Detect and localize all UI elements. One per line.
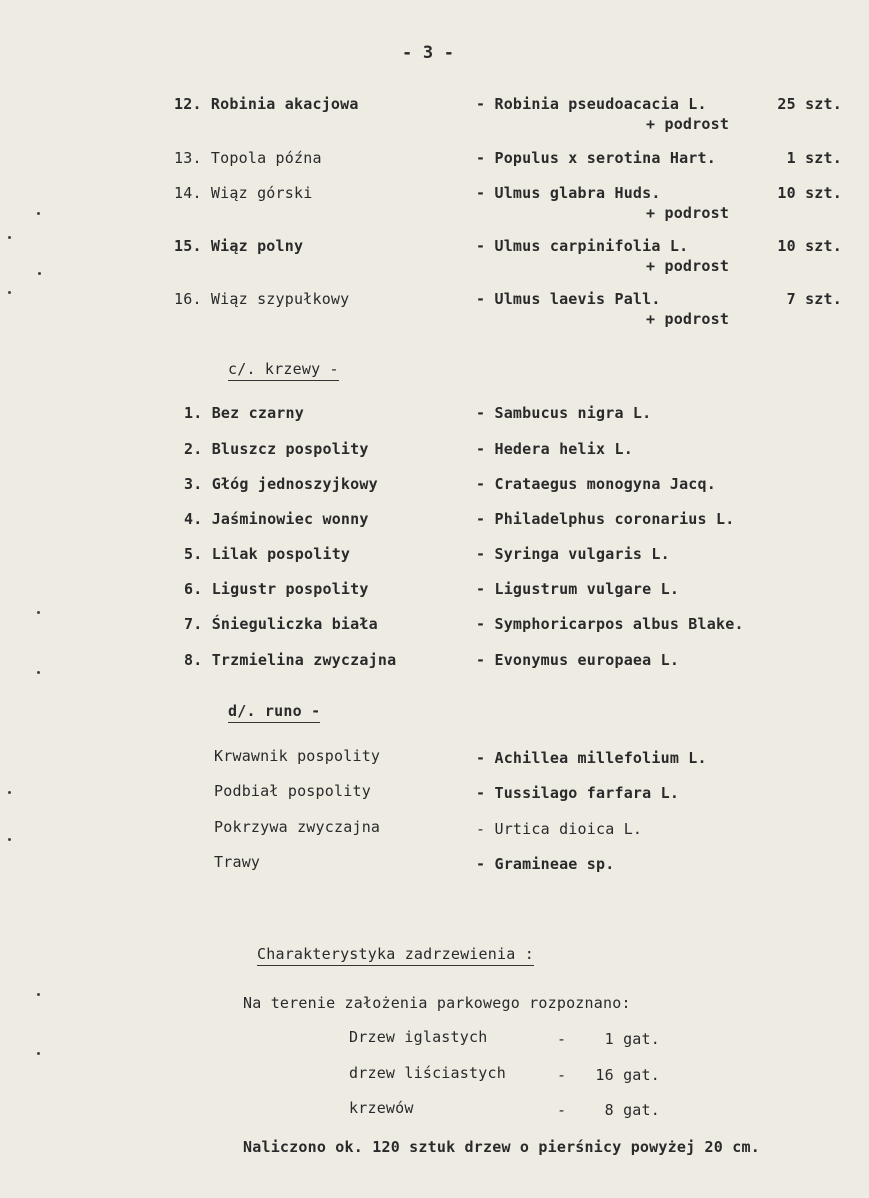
shrub-latin-name: - Sambucus nigra L.: [476, 404, 652, 422]
characteristics-intro: Na terenie założenia parkowego rozpoznano:: [243, 994, 631, 1012]
groundcover-latin-name: - Gramineae sp.: [476, 855, 615, 873]
shrub-latin-name: - Syringa vulgaris L.: [476, 545, 670, 563]
shrub-name: 8. Trzmielina zwyczajna: [184, 651, 397, 669]
characteristics-label: drzew liściastych: [349, 1064, 506, 1082]
scan-speck: [8, 791, 11, 794]
shrub-name: 5. Lilak pospolity: [184, 545, 351, 563]
shrub-name: 3. Głóg jednoszyjkowy: [184, 475, 378, 493]
characteristics-heading: Charakterystyka zadrzewienia :: [257, 945, 534, 966]
scan-speck: [38, 272, 41, 275]
shrub-latin-name: - Crataegus monogyna Jacq.: [476, 475, 716, 493]
shrubs-heading: c/. krzewy -: [228, 360, 339, 381]
groundcover-latin-name: - Achillea millefolium L.: [476, 749, 707, 767]
scan-speck: [37, 1052, 40, 1055]
shrub-name: 1. Bez czarny: [184, 404, 304, 422]
tree-latin-name: - Populus x serotina Hart.: [476, 149, 716, 167]
scan-speck: [37, 212, 40, 215]
shrub-name: 2. Bluszcz pospolity: [184, 440, 369, 458]
scan-speck: [37, 611, 40, 614]
tree-count: 25 szt.: [777, 95, 842, 113]
characteristics-dash: -: [557, 1066, 567, 1084]
tree-count: 7 szt.: [786, 290, 842, 308]
shrub-latin-name: - Ligustrum vulgare L.: [476, 580, 680, 598]
tree-name: 12. Robinia akacjowa: [174, 95, 359, 113]
scan-speck: [8, 838, 11, 841]
characteristics-summary: Naliczono ok. 120 sztuk drzew o pierśnicy powyżej 20 cm.: [243, 1138, 760, 1156]
tree-latin-name: - Ulmus carpinifolia L.: [476, 237, 689, 255]
characteristics-label: krzewów: [349, 1099, 414, 1117]
tree-count: 10 szt.: [777, 237, 842, 255]
tree-latin-name: - Robinia pseudoacacia L.: [476, 95, 707, 113]
tree-name: 14. Wiąz górski: [174, 184, 313, 202]
groundcover-name: Trawy: [214, 853, 261, 871]
groundcover-heading: d/. runo -: [228, 702, 320, 723]
characteristics-label: Drzew iglastych: [349, 1028, 488, 1046]
tree-count: 10 szt.: [777, 184, 842, 202]
shrub-latin-name: - Evonymus europaea L.: [476, 651, 680, 669]
tree-name: 13. Topola późna: [174, 149, 322, 167]
scan-speck: [37, 671, 40, 674]
characteristics-dash: -: [557, 1030, 567, 1048]
tree-note: + podrost: [646, 115, 730, 133]
shrub-name: 7. Śnieguliczka biała: [184, 615, 378, 633]
characteristics-value: 1 gat.: [604, 1030, 660, 1048]
groundcover-name: Podbiał pospolity: [214, 782, 371, 800]
tree-note: + podrost: [646, 204, 730, 222]
page-number: - 3 -: [402, 43, 455, 63]
tree-name: 15. Wiąz polny: [174, 237, 304, 255]
characteristics-value: 8 gat.: [604, 1101, 660, 1119]
shrub-latin-name: - Philadelphus coronarius L.: [476, 510, 735, 528]
shrub-name: 6. Ligustr pospolity: [184, 580, 369, 598]
groundcover-latin-name: - Tussilago farfara L.: [476, 784, 680, 802]
scan-speck: [8, 291, 11, 294]
groundcover-name: Krwawnik pospolity: [214, 747, 381, 765]
tree-note: + podrost: [646, 257, 730, 275]
groundcover-name: Pokrzywa zwyczajna: [214, 818, 381, 836]
tree-count: 1 szt.: [786, 149, 842, 167]
tree-name: 16. Wiąz szypułkowy: [174, 290, 350, 308]
shrub-name: 4. Jaśminowiec wonny: [184, 510, 369, 528]
scan-speck: [37, 993, 40, 996]
tree-note: + podrost: [646, 310, 730, 328]
scan-speck: [8, 236, 11, 239]
tree-latin-name: - Ulmus glabra Huds.: [476, 184, 661, 202]
shrub-latin-name: - Symphoricarpos albus Blake.: [476, 615, 744, 633]
characteristics-value: 16 gat.: [595, 1066, 660, 1084]
characteristics-dash: -: [557, 1101, 567, 1119]
tree-latin-name: - Ulmus laevis Pall.: [476, 290, 661, 308]
groundcover-latin-name: - Urtica dioica L.: [476, 820, 643, 838]
shrub-latin-name: - Hedera helix L.: [476, 440, 633, 458]
